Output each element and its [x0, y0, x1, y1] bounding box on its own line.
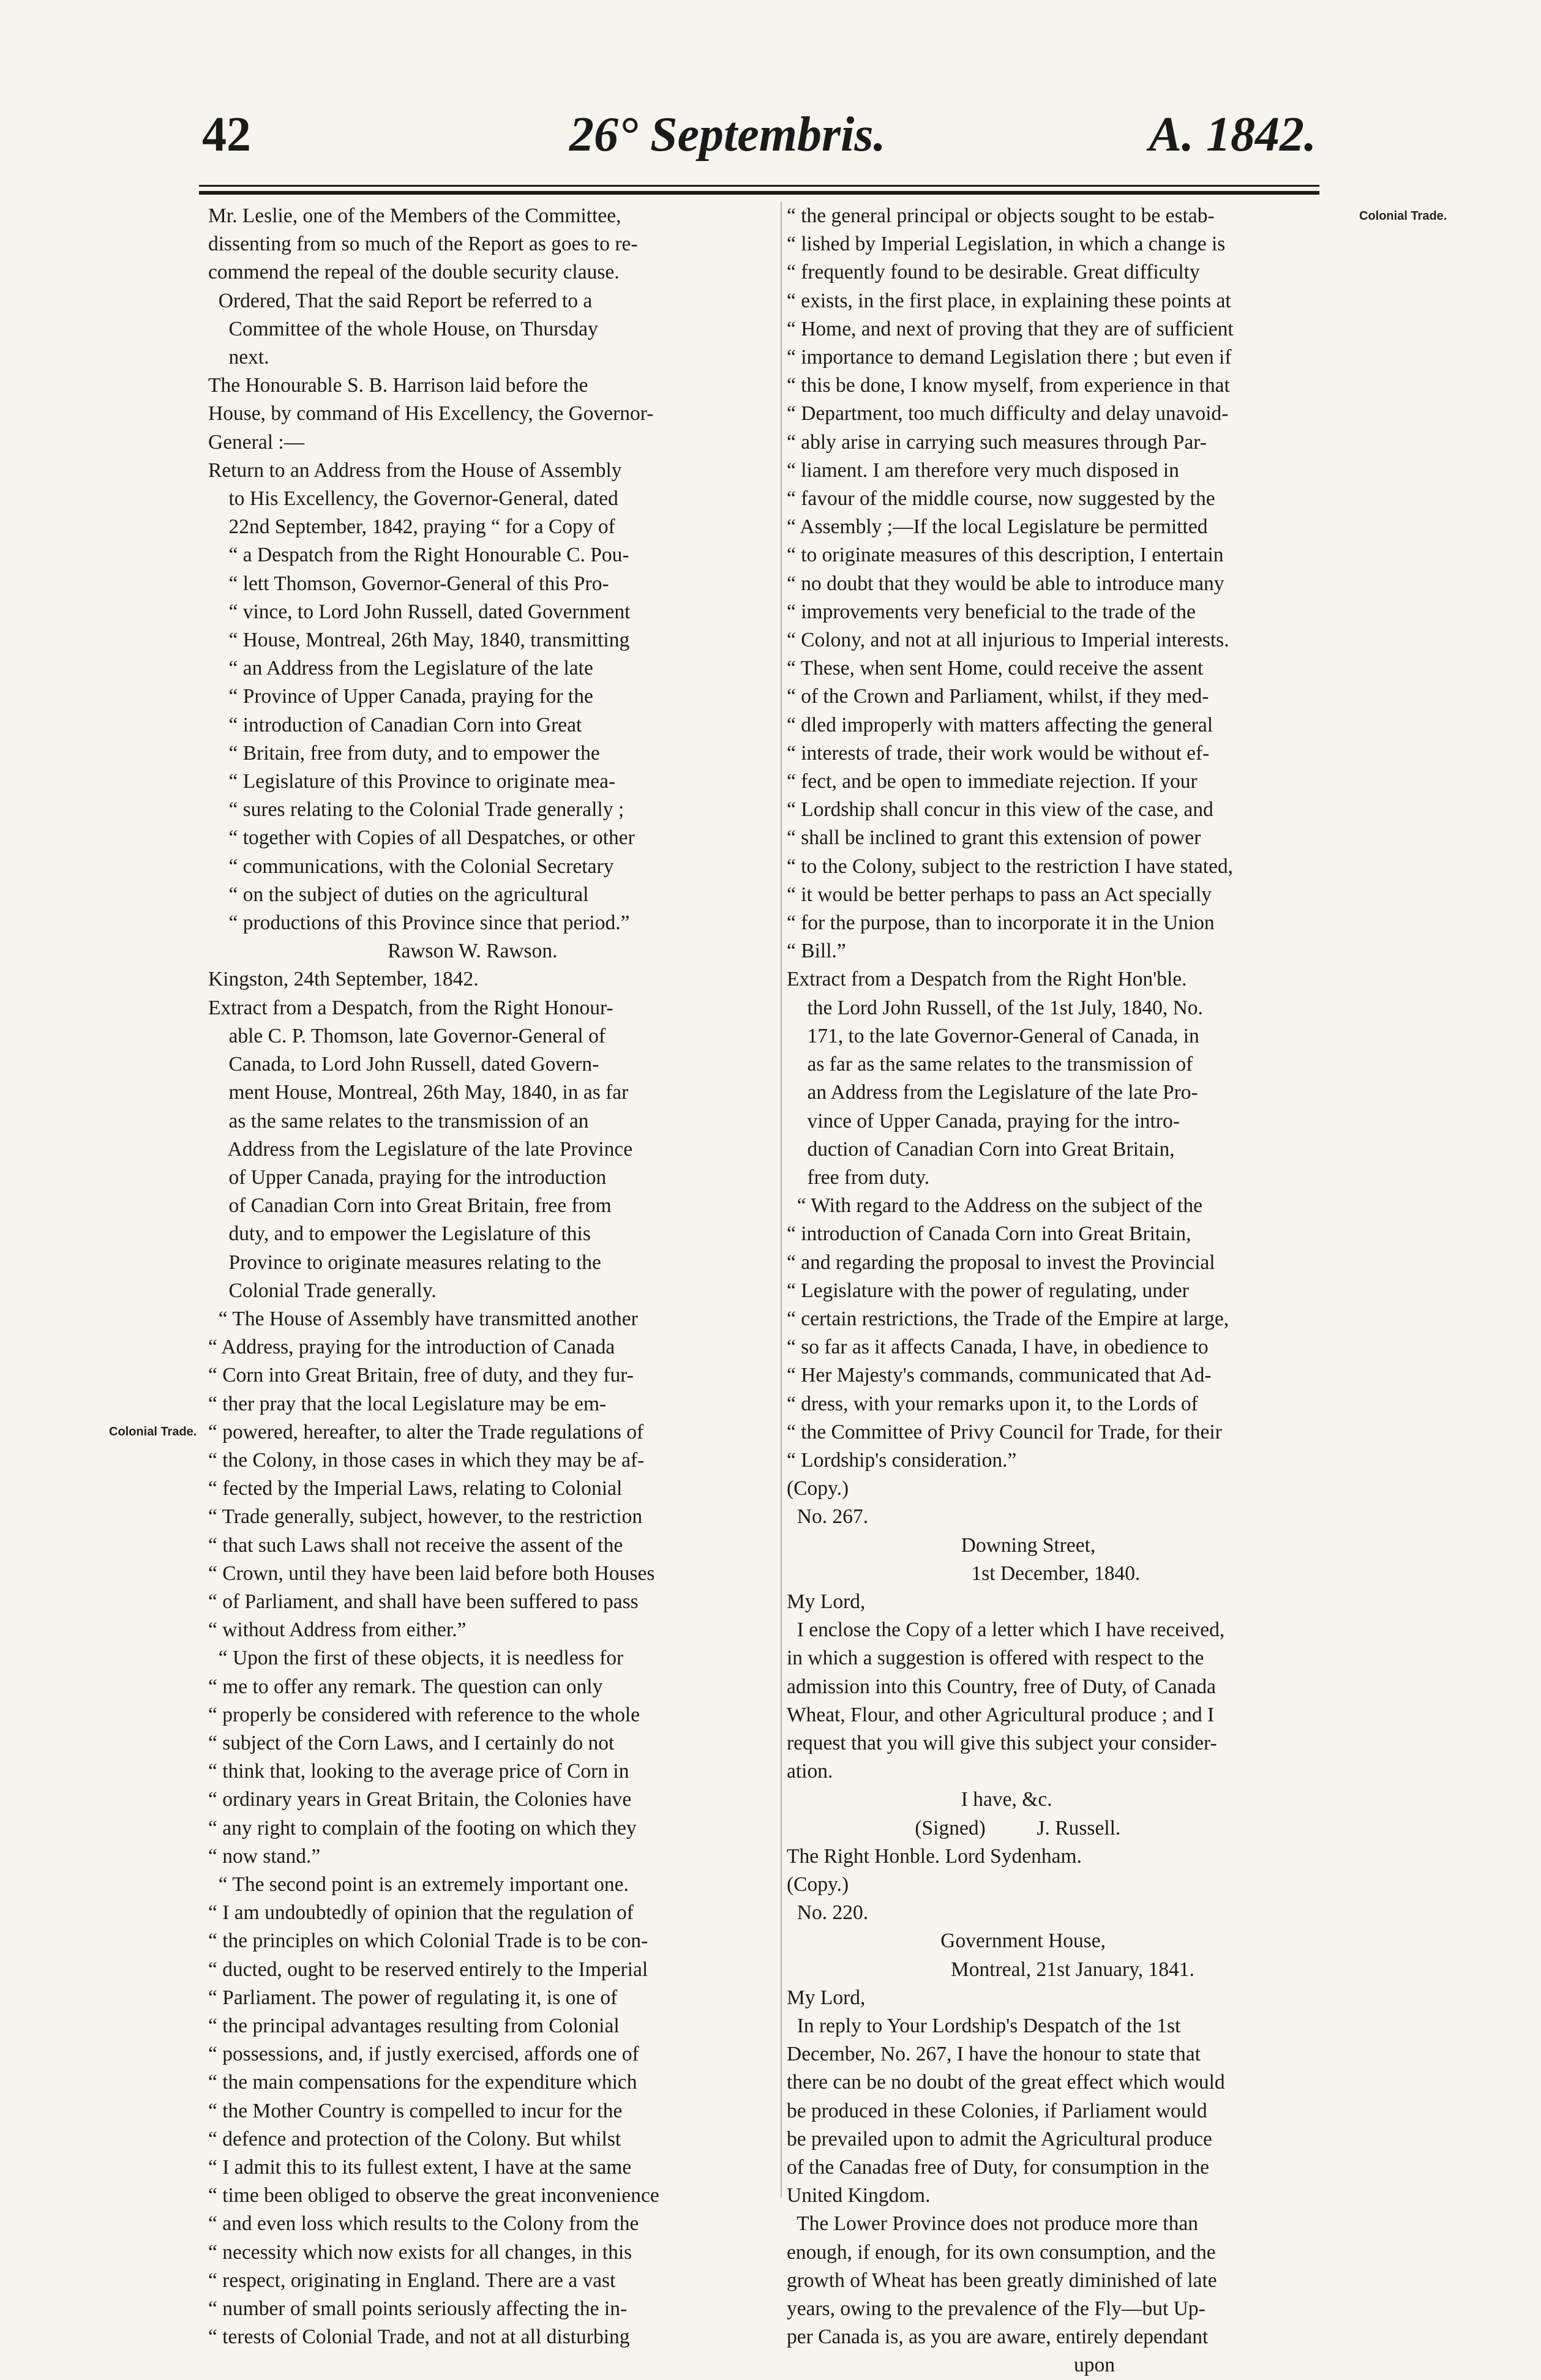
- text-line: “ productions of this Province since that period.”: [208, 911, 630, 935]
- text-line: Downing Street,: [787, 1533, 1096, 1557]
- text-line: “ and even loss which results to the Colony from the: [208, 2212, 639, 2236]
- text-line: of the Canadas free of Duty, for consumption in the: [787, 2156, 1209, 2179]
- text-line: December, No. 267, I have the honour to state that: [787, 2043, 1201, 2066]
- text-line: No. 220.: [787, 1901, 869, 1925]
- text-line: 171, to the late Governor-General of Canada, in: [787, 1024, 1199, 1047]
- text-line: “ Legislature of this Province to originate mea-: [208, 770, 616, 793]
- text-line: The Right Honble. Lord Sydenham.: [787, 1844, 1082, 1868]
- text-line: Ordered, That the said Report be referred to a: [208, 289, 593, 312]
- column-divider: [781, 202, 782, 2198]
- text-line: “ so far as it affects Canada, I have, in obedience to: [787, 1336, 1209, 1359]
- text-line: Extract from a Despatch from the Right Hon'ble.: [787, 968, 1187, 991]
- text-line: “ Britain, free from duty, and to empower the: [208, 741, 600, 765]
- text-line: Canada, to Lord John Russell, dated Govern-: [208, 1053, 599, 1076]
- text-line: My Lord,: [787, 1590, 866, 1613]
- text-line: of Upper Canada, praying for the introduction: [208, 1166, 607, 1189]
- text-line: “ now stand.”: [208, 1844, 321, 1868]
- text-line: “ properly be considered with reference to the whole: [208, 1703, 640, 1726]
- text-line: “ Lordship shall concur in this view of the case, and: [787, 798, 1213, 821]
- text-line: “ lett Thomson, Governor-General of this Pro-: [208, 572, 609, 595]
- text-line: “ and regarding the proposal to invest the Provincial: [787, 1251, 1215, 1274]
- text-line: Extract from a Despatch, from the Right Honour-: [208, 996, 613, 1019]
- text-line: No. 267.: [787, 1505, 869, 1529]
- text-line: “ that such Laws shall not receive the assent of the: [208, 1533, 623, 1557]
- text-line: In reply to Your Lordship's Despatch of the 1st: [787, 2015, 1181, 2037]
- text-line: “ on the subject of duties on the agricultural: [208, 883, 589, 906]
- text-line: “ liament. I am therefore very much disposed in: [787, 458, 1179, 482]
- text-line: free from duty.: [787, 1166, 930, 1189]
- text-line: “ sures relating to the Colonial Trade generally ;: [208, 798, 624, 821]
- text-line: “ this be done, I know myself, from experience in that: [787, 374, 1230, 397]
- text-line: Address from the Legislature of the late Province: [208, 1137, 633, 1161]
- text-line: “ introduction of Canada Corn into Great Britain,: [787, 1222, 1191, 1246]
- text-line: “ the main compensations for the expenditure which: [208, 2071, 637, 2094]
- text-line: “ favour of the middle course, now suggested by the: [787, 487, 1215, 511]
- left-column: [208, 202, 778, 2351]
- page-number: 42: [202, 108, 251, 162]
- text-line: next.: [208, 346, 269, 369]
- text-line: “ respect, originating in England. There are a vast: [208, 2269, 616, 2292]
- margin-note-left: Colonial Trade.: [109, 1425, 197, 1439]
- text-line: “ improvements very beneficial to the trade of the: [787, 600, 1196, 623]
- text-line: “ Trade generally, subject, however, to the restriction: [208, 1505, 643, 1529]
- text-line: “ of the Crown and Parliament, whilst, if they med-: [787, 685, 1209, 708]
- text-line: “ With regard to the Address on the subject of the: [787, 1194, 1203, 1218]
- text-line: “ the Mother Country is compelled to incur for the: [208, 2099, 623, 2122]
- text-line: “ Province of Upper Canada, praying for the: [208, 685, 593, 708]
- text-line: “ vince, to Lord John Russell, dated Government: [208, 600, 631, 623]
- text-line: “ interests of trade, their work would be without ef-: [787, 741, 1210, 765]
- text-line: “ ducted, ought to be reserved entirely to the Imperial: [208, 1958, 648, 1981]
- text-line: an Address from the Legislature of the late Pro-: [787, 1081, 1198, 1104]
- text-line: “ Legislature with the power of regulating, under: [787, 1279, 1189, 1302]
- text-line: “ think that, looking to the average price of Corn in: [208, 1760, 629, 1783]
- header-date: 26° Septembris.: [569, 108, 886, 162]
- text-line: to His Excellency, the Governor-General, dated: [208, 487, 618, 511]
- text-line: “ frequently found to be desirable. Great difficulty: [787, 261, 1200, 284]
- text-line: “ the principal advantages resulting from Colonial: [208, 2015, 620, 2037]
- text-line: per Canada is, as you are aware, entirely dependant: [787, 2326, 1209, 2349]
- text-line: “ powered, hereafter, to alter the Trade regulations of: [208, 1420, 644, 1443]
- text-line: “ Address, praying for the introduction of Canada: [208, 1336, 615, 1359]
- text-line: in which a suggestion is offered with respect to the: [787, 1647, 1204, 1670]
- text-line: “ Crown, until they have been laid before both Houses: [208, 1562, 655, 1585]
- text-line: “ number of small points seriously affecting the in-: [208, 2297, 628, 2321]
- text-line: the Lord John Russell, of the 1st July, 1840, No.: [787, 996, 1203, 1019]
- text-line: “ terests of Colonial Trade, and not at all disturbing: [208, 2326, 630, 2349]
- text-line: “ fect, and be open to immediate rejection. If your: [787, 770, 1198, 793]
- text-line: ment House, Montreal, 26th May, 1840, in as far: [208, 1081, 629, 1104]
- text-line: Government House,: [787, 1929, 1106, 1953]
- text-line: I enclose the Copy of a letter which I have received,: [787, 1618, 1225, 1642]
- text-line: “ exists, in the first place, in explaining these points at: [787, 289, 1231, 312]
- text-line: The Lower Province does not produce more than: [787, 2212, 1198, 2236]
- text-line: “ introduction of Canadian Corn into Great: [208, 713, 582, 736]
- text-line: 1st December, 1840.: [787, 1562, 1141, 1585]
- text-line: (Copy.): [787, 1477, 849, 1500]
- text-line: “ ordinary years in Great Britain, the Colonies have: [208, 1788, 632, 1811]
- text-line: “ it would be better perhaps to pass an Act specially: [787, 883, 1212, 906]
- text-line: Kingston, 24th September, 1842.: [208, 968, 479, 991]
- text-line: “ Home, and next of proving that they are of sufficient: [787, 317, 1234, 340]
- text-line: “ time been obliged to observe the great inconvenience: [208, 2184, 659, 2207]
- text-line: “ subject of the Corn Laws, and I certainly do not: [208, 1731, 615, 1754]
- text-line: “ the principles on which Colonial Trade is to be con-: [208, 1929, 648, 1953]
- text-line: My Lord,: [787, 1986, 866, 2009]
- text-line: “ Corn into Great Britain, free of duty, and they fur-: [208, 1364, 634, 1387]
- text-line: “ ther pray that the local Legislature may be em-: [208, 1392, 607, 1415]
- text-line: The Honourable S. B. Harrison laid before the: [208, 374, 588, 397]
- text-line: “ importance to demand Legislation there ; but even if: [787, 346, 1232, 369]
- text-line: “ the Colony, in those cases in which they may be af-: [208, 1448, 645, 1472]
- text-line: “ shall be inclined to grant this extension of power: [787, 826, 1201, 850]
- header-rule-thin: [199, 185, 1319, 187]
- text-line: dissenting from so much of the Report as goes to re-: [208, 233, 638, 256]
- text-line: “ The House of Assembly have transmitted another: [208, 1307, 638, 1330]
- text-line: be produced in these Colonies, if Parliament would: [787, 2099, 1207, 2122]
- text-line: commend the repeal of the double security clause.: [208, 261, 620, 284]
- text-line: Rawson W. Rawson.: [208, 940, 558, 963]
- text-line: “ to the Colony, subject to the restriction I have stated,: [787, 855, 1234, 878]
- text-line: “ communications, with the Colonial Secretary: [208, 855, 614, 878]
- text-line: “ Lordship's consideration.”: [787, 1448, 1017, 1472]
- text-line: “ Her Majesty's commands, communicated that Ad-: [787, 1364, 1212, 1387]
- text-line: “ House, Montreal, 26th May, 1840, transmitting: [208, 629, 630, 652]
- text-line: “ no doubt that they would be able to introduce many: [787, 572, 1224, 595]
- text-line: Montreal, 21st January, 1841.: [787, 1958, 1194, 1981]
- text-line: House, by command of His Excellency, the Governor-: [208, 402, 654, 425]
- text-line: upon: [787, 2354, 1115, 2377]
- text-line: “ an Address from the Legislature of the late: [208, 657, 593, 680]
- text-line: able C. P. Thomson, late Governor-General of: [208, 1024, 606, 1047]
- text-line: Province to originate measures relating to the: [208, 1251, 601, 1274]
- text-line: “ Parliament. The power of regulating it, is one of: [208, 1986, 618, 2009]
- text-line: “ dled improperly with matters affecting the general: [787, 713, 1213, 736]
- text-line: “ certain restrictions, the Trade of the Empire at large,: [787, 1307, 1229, 1330]
- text-line: “ of Parliament, and shall have been suffered to pass: [208, 1590, 639, 1613]
- text-line: be prevailed upon to admit the Agricultural produce: [787, 2127, 1212, 2150]
- text-line: duty, and to empower the Legislature of this: [208, 1222, 591, 1246]
- text-line: admission into this Country, free of Duty, of Canada: [787, 1675, 1216, 1698]
- text-line: “ These, when sent Home, could receive the assent: [787, 657, 1204, 680]
- text-line: “ a Despatch from the Right Honourable C. Pou-: [208, 544, 629, 567]
- text-line: vince of Upper Canada, praying for the intro-: [787, 1109, 1180, 1132]
- text-line: “ lished by Imperial Legislation, in which a change is: [787, 233, 1226, 256]
- text-line: “ any right to complain of the footing on which they: [208, 1816, 637, 1839]
- text-line: “ me to offer any remark. The question can only: [208, 1675, 603, 1698]
- text-line: (Signed) J. Russell.: [787, 1816, 1121, 1839]
- text-line: “ to originate measures of this description, I entertain: [787, 544, 1224, 567]
- text-line: United Kingdom.: [787, 2184, 931, 2207]
- header-year: A. 1842.: [1149, 108, 1316, 162]
- text-line: as far as the same relates to the transmission of: [787, 1053, 1193, 1076]
- text-line: General :—: [208, 430, 305, 454]
- right-column: [787, 202, 1350, 2380]
- page-header: [202, 107, 1316, 174]
- text-line: “ dress, with your remarks upon it, to the Lords of: [787, 1392, 1198, 1415]
- header-rule-thick: [199, 191, 1319, 195]
- text-line: “ Bill.”: [787, 940, 846, 963]
- text-line: “ possessions, and, if justly exercised, affords one of: [208, 2043, 639, 2066]
- text-line: “ The second point is an extremely important one.: [208, 1873, 629, 1896]
- text-line: Return to an Address from the House of Assembly: [208, 458, 622, 482]
- text-line: “ Colony, and not at all injurious to Imperial interests.: [787, 629, 1229, 652]
- text-line: ation.: [787, 1760, 833, 1783]
- text-line: of Canadian Corn into Great Britain, free from: [208, 1194, 612, 1218]
- text-line: Wheat, Flour, and other Agricultural produce ; and I: [787, 1703, 1215, 1726]
- text-line: Colonial Trade generally.: [208, 1279, 437, 1302]
- text-line: enough, if enough, for its own consumption, and the: [787, 2240, 1216, 2264]
- text-line: “ Upon the first of these objects, it is needless for: [208, 1647, 624, 1670]
- text-line: years, owing to the prevalence of the Fly—but Up-: [787, 2297, 1205, 2321]
- text-line: there can be no doubt of the great effect which would: [787, 2071, 1225, 2094]
- text-line: “ without Address from either.”: [208, 1618, 467, 1642]
- text-line: “ fected by the Imperial Laws, relating to Colonial: [208, 1477, 623, 1500]
- text-line: “ Department, too much difficulty and delay unavoid-: [787, 402, 1229, 425]
- margin-note-right: Colonial Trade.: [1359, 209, 1447, 223]
- text-line: “ ably arise in carrying such measures through Par-: [787, 430, 1207, 454]
- text-line: 22nd September, 1842, praying “ for a Copy of: [208, 515, 615, 539]
- text-line: “ defence and protection of the Colony. But whilst: [208, 2127, 621, 2150]
- text-line: “ the Committee of Privy Council for Trade, for their: [787, 1420, 1222, 1443]
- text-line: I have, &c.: [787, 1788, 1052, 1811]
- text-line: growth of Wheat has been greatly diminished of late: [787, 2269, 1217, 2292]
- text-line: “ I admit this to its fullest extent, I have at the same: [208, 2156, 632, 2179]
- text-line: “ for the purpose, than to incorporate it in the Union: [787, 911, 1215, 935]
- text-line: request that you will give this subject your consider-: [787, 1731, 1217, 1754]
- text-line: “ together with Copies of all Despatches, or other: [208, 826, 635, 850]
- text-line: “ Assembly ;—If the local Legislature be permitted: [787, 515, 1208, 539]
- text-line: Mr. Leslie, one of the Members of the Committee,: [208, 204, 621, 227]
- text-line: (Copy.): [787, 1873, 849, 1896]
- text-line: “ necessity which now exists for all changes, in this: [208, 2240, 632, 2264]
- text-line: as the same relates to the transmission of an: [208, 1109, 589, 1132]
- text-line: “ the general principal or objects sought to be estab-: [787, 204, 1215, 227]
- text-line: “ I am undoubtedly of opinion that the regulation of: [208, 1901, 634, 1925]
- text-line: Committee of the whole House, on Thursday: [208, 317, 598, 340]
- text-line: duction of Canadian Corn into Great Britain,: [787, 1137, 1175, 1161]
